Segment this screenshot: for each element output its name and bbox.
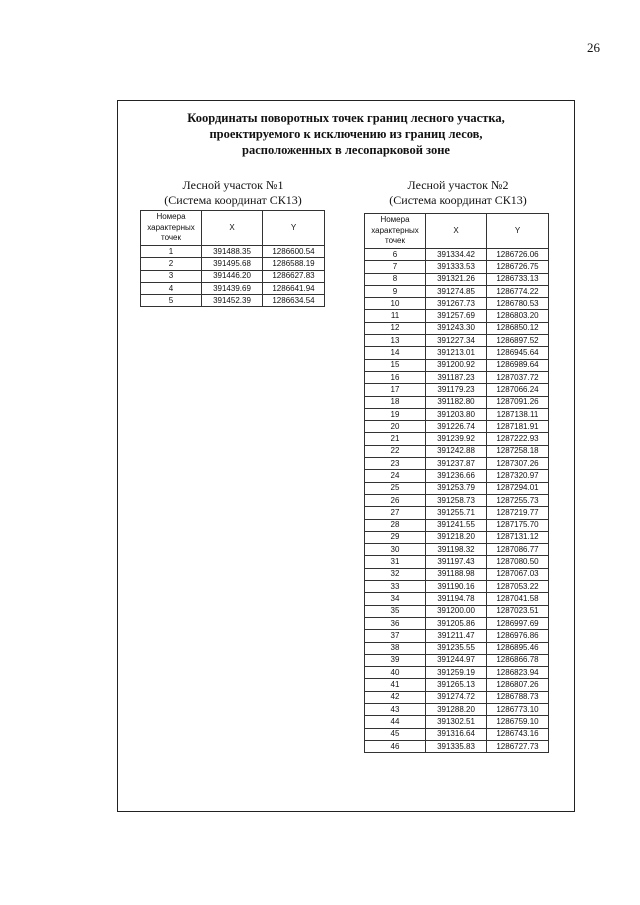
table-row — [141, 270, 325, 282]
header-line: характерных — [371, 225, 419, 235]
point-number-cell: 45 — [365, 728, 426, 740]
x-coordinate-cell: 391253.79 — [426, 482, 487, 494]
x-coordinate-cell: 391267.73 — [426, 298, 487, 310]
point-number-cell: 24 — [365, 470, 426, 482]
x-coordinate-cell: 391255.71 — [426, 507, 487, 519]
x-coordinate-cell: 391218.20 — [426, 531, 487, 543]
table-row — [365, 261, 549, 273]
x-coordinate-cell: 391488.35 — [202, 246, 263, 258]
table-row — [141, 258, 325, 270]
table-row — [365, 593, 549, 605]
table-row — [365, 310, 549, 322]
point-number-cell: 32 — [365, 568, 426, 580]
point-number-cell: 38 — [365, 642, 426, 654]
x-coordinate-cell: 391237.87 — [426, 458, 487, 470]
table-row — [141, 282, 325, 294]
table-row — [365, 335, 549, 347]
x-coordinate-cell: 391302.51 — [426, 716, 487, 728]
y-coordinate-cell: 1286774.22 — [487, 285, 549, 297]
y-coordinate-cell: 1287320.97 — [487, 470, 549, 482]
table-row — [365, 494, 549, 506]
x-coordinate-cell: 391243.30 — [426, 322, 487, 334]
x-coordinate-cell: 391190.16 — [426, 581, 487, 593]
x-coordinate-cell: 391452.39 — [202, 295, 263, 307]
table-row — [365, 617, 549, 629]
header-line: точек — [385, 236, 405, 246]
point-number-cell: 18 — [365, 396, 426, 408]
plot2-coordinates-table — [364, 213, 549, 753]
y-coordinate-cell: 1287294.01 — [487, 482, 549, 494]
table-row — [365, 249, 549, 261]
table-row — [365, 581, 549, 593]
point-number-cell: 31 — [365, 556, 426, 568]
y-coordinate-cell: 1287175.70 — [487, 519, 549, 531]
header-line: характерных — [147, 222, 195, 232]
x-coordinate-cell: 391288.20 — [426, 703, 487, 715]
plot2-caption — [363, 178, 553, 208]
table-row — [365, 470, 549, 482]
x-coordinate-cell: 391188.98 — [426, 568, 487, 580]
table-row — [365, 384, 549, 396]
y-coordinate-cell: 1287053.22 — [487, 581, 549, 593]
point-number-cell: 41 — [365, 679, 426, 691]
x-coordinate-cell: 391235.55 — [426, 642, 487, 654]
table-row — [141, 295, 325, 307]
point-number-cell: 40 — [365, 667, 426, 679]
y-coordinate-cell: 1286850.12 — [487, 322, 549, 334]
y-coordinate-cell: 1286726.75 — [487, 261, 549, 273]
x-coordinate-cell: 391211.47 — [426, 630, 487, 642]
x-coordinate-cell: 391227.34 — [426, 335, 487, 347]
y-coordinate-cell: 1286866.78 — [487, 654, 549, 666]
point-number-cell: 22 — [365, 445, 426, 457]
table-row — [365, 273, 549, 285]
table-row — [365, 740, 549, 752]
y-coordinate-cell: 1287138.11 — [487, 408, 549, 420]
x-coordinate-cell: 391257.69 — [426, 310, 487, 322]
column-header-x: X — [426, 214, 487, 249]
x-coordinate-cell: 391187.23 — [426, 371, 487, 383]
table-row — [365, 396, 549, 408]
point-number-cell: 44 — [365, 716, 426, 728]
point-number-cell: 23 — [365, 458, 426, 470]
point-number-cell: 34 — [365, 593, 426, 605]
y-coordinate-cell: 1287041.58 — [487, 593, 549, 605]
point-number-cell: 46 — [365, 740, 426, 752]
y-coordinate-cell: 1287222.93 — [487, 433, 549, 445]
plot1-coordinates-table — [140, 210, 325, 307]
table-row — [365, 507, 549, 519]
y-coordinate-cell: 1286627.83 — [263, 270, 325, 282]
x-coordinate-cell: 391439.69 — [202, 282, 263, 294]
y-coordinate-cell: 1286897.52 — [487, 335, 549, 347]
table-header-row — [365, 214, 549, 249]
x-coordinate-cell: 391333.53 — [426, 261, 487, 273]
title-line: Координаты поворотных точек границ лесного участка, — [187, 111, 505, 125]
x-coordinate-cell: 391495.68 — [202, 258, 263, 270]
plot1-name: Лесной участок №1 — [182, 178, 284, 192]
title-line: расположенных в лесопарковой зоне — [242, 143, 450, 157]
y-coordinate-cell: 1286726.06 — [487, 249, 549, 261]
title-line: проектируемого к исключению из границ лесов, — [209, 127, 483, 141]
x-coordinate-cell: 391236.66 — [426, 470, 487, 482]
point-number-cell: 39 — [365, 654, 426, 666]
x-coordinate-cell: 391205.86 — [426, 617, 487, 629]
column-header-x: X — [202, 211, 263, 246]
y-coordinate-cell: 1287080.50 — [487, 556, 549, 568]
point-number-cell: 17 — [365, 384, 426, 396]
column-header-y: Y — [263, 211, 325, 246]
x-coordinate-cell: 391213.01 — [426, 347, 487, 359]
table-row — [365, 556, 549, 568]
y-coordinate-cell: 1286895.46 — [487, 642, 549, 654]
column-header-point-number — [141, 211, 202, 246]
table-row — [365, 568, 549, 580]
point-number-cell: 13 — [365, 335, 426, 347]
y-coordinate-cell: 1286976.86 — [487, 630, 549, 642]
point-number-cell: 1 — [141, 246, 202, 258]
x-coordinate-cell: 391194.78 — [426, 593, 487, 605]
table-row — [365, 322, 549, 334]
x-coordinate-cell: 391226.74 — [426, 421, 487, 433]
page-number: 26 — [587, 40, 600, 55]
y-coordinate-cell: 1286780.53 — [487, 298, 549, 310]
point-number-cell: 12 — [365, 322, 426, 334]
y-coordinate-cell: 1286634.54 — [263, 295, 325, 307]
y-coordinate-cell: 1286803.20 — [487, 310, 549, 322]
x-coordinate-cell: 391242.88 — [426, 445, 487, 457]
plot2-system: (Система координат СК13) — [389, 193, 527, 207]
y-coordinate-cell: 1287091.26 — [487, 396, 549, 408]
point-number-cell: 4 — [141, 282, 202, 294]
point-number-cell: 10 — [365, 298, 426, 310]
x-coordinate-cell: 391197.43 — [426, 556, 487, 568]
y-coordinate-cell: 1286588.19 — [263, 258, 325, 270]
point-number-cell: 28 — [365, 519, 426, 531]
x-coordinate-cell: 391203.80 — [426, 408, 487, 420]
y-coordinate-cell: 1287023.51 — [487, 605, 549, 617]
table-row — [365, 667, 549, 679]
table-row — [365, 605, 549, 617]
x-coordinate-cell: 391179.23 — [426, 384, 487, 396]
y-coordinate-cell: 1287255.73 — [487, 494, 549, 506]
point-number-cell: 9 — [365, 285, 426, 297]
table-row — [365, 298, 549, 310]
x-coordinate-cell: 391239.92 — [426, 433, 487, 445]
table-row — [365, 728, 549, 740]
x-coordinate-cell: 391241.55 — [426, 519, 487, 531]
point-number-cell: 42 — [365, 691, 426, 703]
y-coordinate-cell: 1286997.69 — [487, 617, 549, 629]
point-number-cell: 29 — [365, 531, 426, 543]
table-header-row — [141, 211, 325, 246]
point-number-cell: 36 — [365, 617, 426, 629]
table-row — [365, 458, 549, 470]
document-title — [118, 110, 574, 158]
point-number-cell: 16 — [365, 371, 426, 383]
point-number-cell: 25 — [365, 482, 426, 494]
point-number-cell: 33 — [365, 581, 426, 593]
point-number-cell: 21 — [365, 433, 426, 445]
table-row — [365, 544, 549, 556]
table-row — [365, 519, 549, 531]
table-row — [365, 716, 549, 728]
table-row — [365, 433, 549, 445]
y-coordinate-cell: 1286989.64 — [487, 359, 549, 371]
point-number-cell: 5 — [141, 295, 202, 307]
y-coordinate-cell: 1287258.18 — [487, 445, 549, 457]
x-coordinate-cell: 391274.72 — [426, 691, 487, 703]
x-coordinate-cell: 391200.92 — [426, 359, 487, 371]
x-coordinate-cell: 391321.26 — [426, 273, 487, 285]
y-coordinate-cell: 1286600.54 — [263, 246, 325, 258]
point-number-cell: 35 — [365, 605, 426, 617]
table-row — [365, 630, 549, 642]
point-number-cell: 7 — [365, 261, 426, 273]
table-row — [365, 531, 549, 543]
table-row — [365, 679, 549, 691]
y-coordinate-cell: 1286788.73 — [487, 691, 549, 703]
y-coordinate-cell: 1287086.77 — [487, 544, 549, 556]
x-coordinate-cell: 391198.32 — [426, 544, 487, 556]
column-header-y: Y — [487, 214, 549, 249]
y-coordinate-cell: 1287131.12 — [487, 531, 549, 543]
document-frame — [117, 100, 575, 812]
table-row — [365, 371, 549, 383]
x-coordinate-cell: 391446.20 — [202, 270, 263, 282]
point-number-cell: 11 — [365, 310, 426, 322]
y-coordinate-cell: 1287219.77 — [487, 507, 549, 519]
point-number-cell: 37 — [365, 630, 426, 642]
y-coordinate-cell: 1286733.13 — [487, 273, 549, 285]
point-number-cell: 20 — [365, 421, 426, 433]
point-number-cell: 6 — [365, 249, 426, 261]
table-row — [365, 359, 549, 371]
y-coordinate-cell: 1286759.10 — [487, 716, 549, 728]
y-coordinate-cell: 1286727.73 — [487, 740, 549, 752]
header-line: Номера — [380, 215, 410, 225]
table-row — [365, 482, 549, 494]
point-number-cell: 3 — [141, 270, 202, 282]
table-row — [365, 654, 549, 666]
x-coordinate-cell: 391244.97 — [426, 654, 487, 666]
plot1-caption — [138, 178, 328, 208]
point-number-cell: 8 — [365, 273, 426, 285]
table-row — [141, 246, 325, 258]
y-coordinate-cell: 1287037.72 — [487, 371, 549, 383]
x-coordinate-cell: 391259.19 — [426, 667, 487, 679]
plot1-system: (Система координат СК13) — [164, 193, 302, 207]
table-row — [365, 703, 549, 715]
point-number-cell: 27 — [365, 507, 426, 519]
table-row — [365, 642, 549, 654]
point-number-cell: 14 — [365, 347, 426, 359]
table-row — [365, 408, 549, 420]
x-coordinate-cell: 391182.80 — [426, 396, 487, 408]
y-coordinate-cell: 1287067.03 — [487, 568, 549, 580]
x-coordinate-cell: 391200.00 — [426, 605, 487, 617]
y-coordinate-cell: 1286743.16 — [487, 728, 549, 740]
plot2-name: Лесной участок №2 — [407, 178, 509, 192]
y-coordinate-cell: 1286823.94 — [487, 667, 549, 679]
point-number-cell: 26 — [365, 494, 426, 506]
x-coordinate-cell: 391334.42 — [426, 249, 487, 261]
point-number-cell: 19 — [365, 408, 426, 420]
table-row — [365, 347, 549, 359]
table-row — [365, 421, 549, 433]
x-coordinate-cell: 391335.83 — [426, 740, 487, 752]
point-number-cell: 2 — [141, 258, 202, 270]
point-number-cell: 30 — [365, 544, 426, 556]
y-coordinate-cell: 1286945.64 — [487, 347, 549, 359]
y-coordinate-cell: 1286641.94 — [263, 282, 325, 294]
point-number-cell: 43 — [365, 703, 426, 715]
table-row — [365, 445, 549, 457]
x-coordinate-cell: 391258.73 — [426, 494, 487, 506]
x-coordinate-cell: 391274.85 — [426, 285, 487, 297]
column-header-point-number — [365, 214, 426, 249]
y-coordinate-cell: 1287181.91 — [487, 421, 549, 433]
y-coordinate-cell: 1287307.26 — [487, 458, 549, 470]
header-line: точек — [161, 233, 181, 243]
y-coordinate-cell: 1287066.24 — [487, 384, 549, 396]
table-row — [365, 691, 549, 703]
point-number-cell: 15 — [365, 359, 426, 371]
x-coordinate-cell: 391316.64 — [426, 728, 487, 740]
x-coordinate-cell: 391265.13 — [426, 679, 487, 691]
table-row — [365, 285, 549, 297]
header-line: Номера — [156, 212, 186, 222]
y-coordinate-cell: 1286807.26 — [487, 679, 549, 691]
y-coordinate-cell: 1286773.10 — [487, 703, 549, 715]
